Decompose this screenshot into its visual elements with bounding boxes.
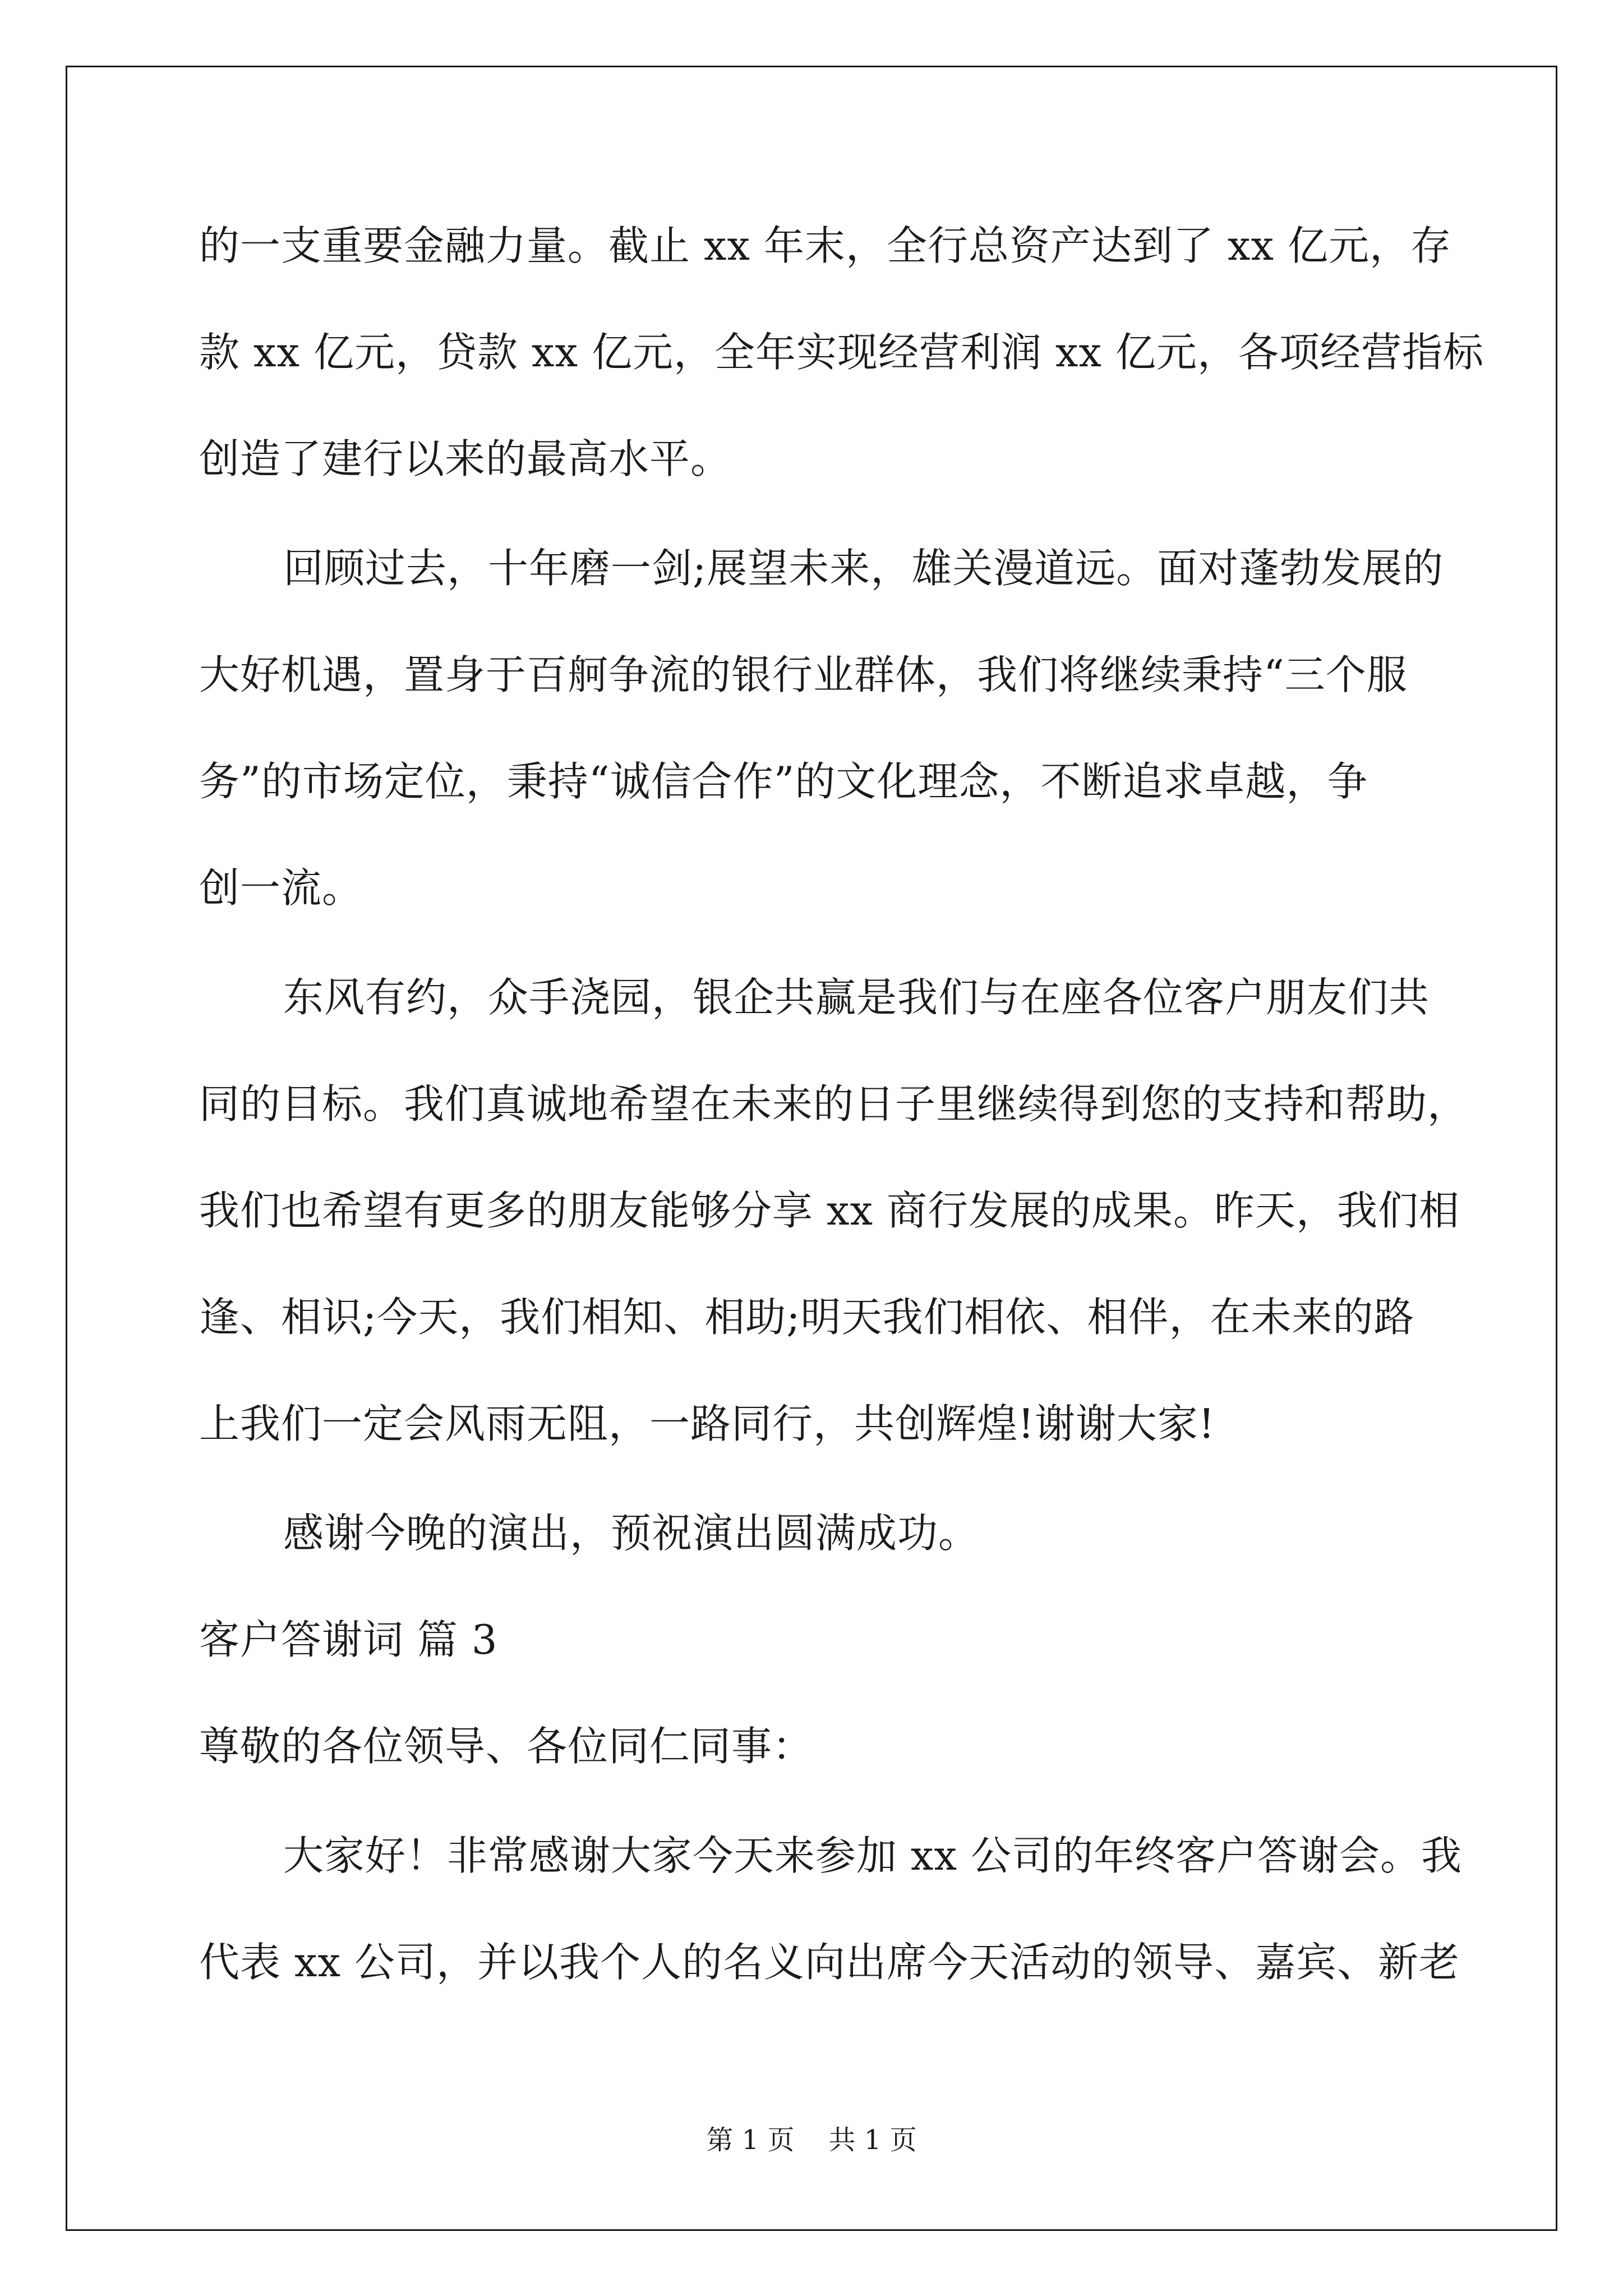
text-line: 创一流。 [199,864,363,912]
text-line: 大好机遇，置身于百舸争流的银行业群体，我们将继续秉持“三个服 [199,651,1408,698]
salutation: 尊敬的各位领导、各位同仁同事： [199,1723,814,1770]
paragraph-start-line: 东风有约，众手浇园，银企共赢是我们与在座各位客户朋友们共 [283,974,1430,1021]
text-line: 上我们一定会风雨无阻，一路同行，共创辉煌!谢谢大家! [199,1400,1215,1447]
paragraph-start-line: 大家好！非常感谢大家今天来参加 xx 公司的年终客户答谢会。我 [283,1832,1462,1879]
paragraph-start-line: 感谢今晚的演出，预祝演出圆满成功。 [283,1510,980,1557]
text-line: 同的目标。我们真诚地希望在未来的日子里继续得到您的支持和帮助， [199,1080,1469,1128]
text-line: 务”的市场定位，秉持“诚信合作”的文化理念，不断追求卓越，争 [199,758,1368,805]
section-heading: 客户答谢词 篇 3 [199,1616,498,1663]
text-line: 创造了建行以来的最高水平。 [199,435,732,482]
text-line: 我们也希望有更多的朋友能够分享 xx 商行发展的成果。昨天，我们相 [199,1187,1460,1234]
text-line: 的一支重要金融力量。截止 xx 年末，全行总资产达到了 xx 亿元，存 [199,222,1451,269]
paragraph-start-line: 回顾过去，十年磨一剑;展望未来，雄关漫道远。面对蓬勃发展的 [283,545,1444,592]
text-line: 逢、相识;今天，我们相知、相助;明天我们相依、相伴，在未来的路 [199,1294,1415,1341]
page-number-footer: 第 1 页 共 1 页 [706,2124,917,2156]
text-line: 款 xx 亿元，贷款 xx 亿元，全年实现经营利润 xx 亿元，各项经营指标 [199,329,1484,376]
text-line: 代表 xx 公司，并以我个人的名义向出席今天活动的领导、嘉宾、新老 [199,1939,1460,1986]
page-border [66,66,1557,2231]
